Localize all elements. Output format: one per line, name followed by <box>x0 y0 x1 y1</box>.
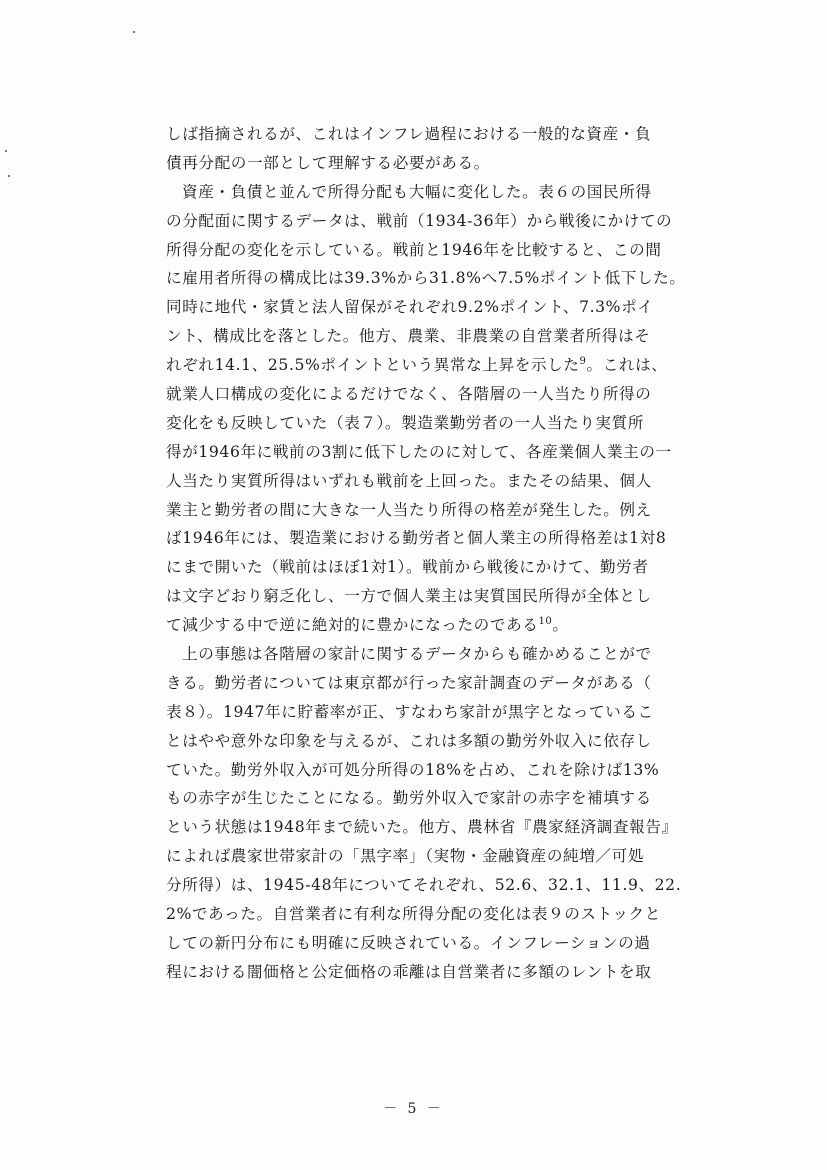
text-line: しての新円分布にも明確に反映されている。インフレーションの過 <box>166 933 651 952</box>
text-line: ント、構成比を落とした。他方、農業、非農業の自営業者所得はそ <box>166 327 651 346</box>
line-text: れぞれ14.1、25.5%ポイントという異常な上昇を示した <box>166 356 580 375</box>
line-text: て減少する中で逆に絶対的に豊かになったのである <box>166 616 539 635</box>
text-line: ば1946年には、製造業における勤労者と個人業主の所得格差は1対8 <box>166 529 667 548</box>
text-line: という状態は1948年まで続いた。他方、農林省『農家経済調査報告』 <box>166 818 678 837</box>
footnote-marker-9: 9 <box>579 355 587 367</box>
text-line: とはやや意外な印象を与えるが、これは多額の勤労外収入に依存し <box>166 731 652 750</box>
scan-speck <box>5 150 7 152</box>
text-line: ていた。勤労外収入が可処分所得の18%を占め、これを除けば13% <box>166 760 660 779</box>
text-line: 表８）。1947年に貯蓄率が正、すなわち家計が黒字となっているこ <box>166 702 654 721</box>
footnote-marker-10: 10 <box>538 615 553 627</box>
text-line: は文字どおり窮乏化し、一方で個人業主は実質国民所得が全体とし <box>166 587 652 606</box>
page-number: － 5 － <box>383 1101 444 1117</box>
line-text: 。これは、 <box>586 356 668 375</box>
line-text: 。 <box>552 616 569 635</box>
text-line-with-footnote <box>166 611 666 640</box>
text-line: によれば農家世帯家計の「黒字率」（実物・金融資産の純増／可処 <box>166 847 645 866</box>
paragraph-start-line: 資産・負債と並んで所得分配も大幅に変化した。表６の国民所得 <box>182 182 652 201</box>
text-line: もの赤字が生じたことになる。勤労外収入で家計の赤字を補填する <box>166 789 652 808</box>
text-line: 債再分配の一部として理解する必要がある。 <box>166 153 490 172</box>
text-line: にまで開いた（戦前はほぼ1対1）。戦前から戦後にかけて、勤労者 <box>166 558 649 577</box>
body-text <box>166 120 686 987</box>
scan-speck <box>8 175 10 177</box>
text-line: 変化をも反映していた（表７）。製造業勤労者の一人当たり実質所 <box>166 413 645 432</box>
text-line: 程における闇価格と公定価格の乖離は自営業者に多額のレントを取 <box>166 962 652 981</box>
text-line: の分配面に関するデータは、戦前（1934-36年）から戦後にかけての <box>166 211 673 230</box>
text-line: 業主と勤労者の間に大きな一人当たり所得の格差が発生した。例え <box>166 500 652 519</box>
text-line-with-footnote <box>166 351 666 380</box>
text-line: 所得分配の変化を示している。戦前と1946年を比較すると、この間 <box>166 240 662 259</box>
text-line: 就業人口構成の変化によるだけでなく、各階層の一人当たり所得の <box>166 385 652 404</box>
text-line: きる。勤労者については東京都が行った家計調査のデータがある（ <box>166 673 652 692</box>
scan-speck <box>133 31 135 33</box>
text-line: 人当たり実質所得はいずれも戦前を上回った。またその結果、個人 <box>166 471 652 490</box>
text-line: 分所得）は、1945-48年についてそれぞれ、52.6、32.1、11.9、22. <box>166 876 682 895</box>
text-line: に雇用者所得の構成比は39.3%から31.8%へ7.5%ポイント低下した。 <box>166 269 686 288</box>
text-line: 得が1946年に戦前の3割に低下したのに対して、各産業個人業主の一 <box>166 442 672 461</box>
text-line: 2%であった。自営業者に有利な所得分配の変化は表９のストックと <box>166 905 661 924</box>
text-line: 同時に地代・家賃と法人留保がそれぞれ9.2%ポイント、7.3%ポイ <box>166 298 654 317</box>
paragraph-start-line: 上の事態は各階層の家計に関するデータからも確かめることがで <box>182 645 652 664</box>
text-line: しば指摘されるが、これはインフレ過程における一般的な資産・負 <box>166 125 652 143</box>
